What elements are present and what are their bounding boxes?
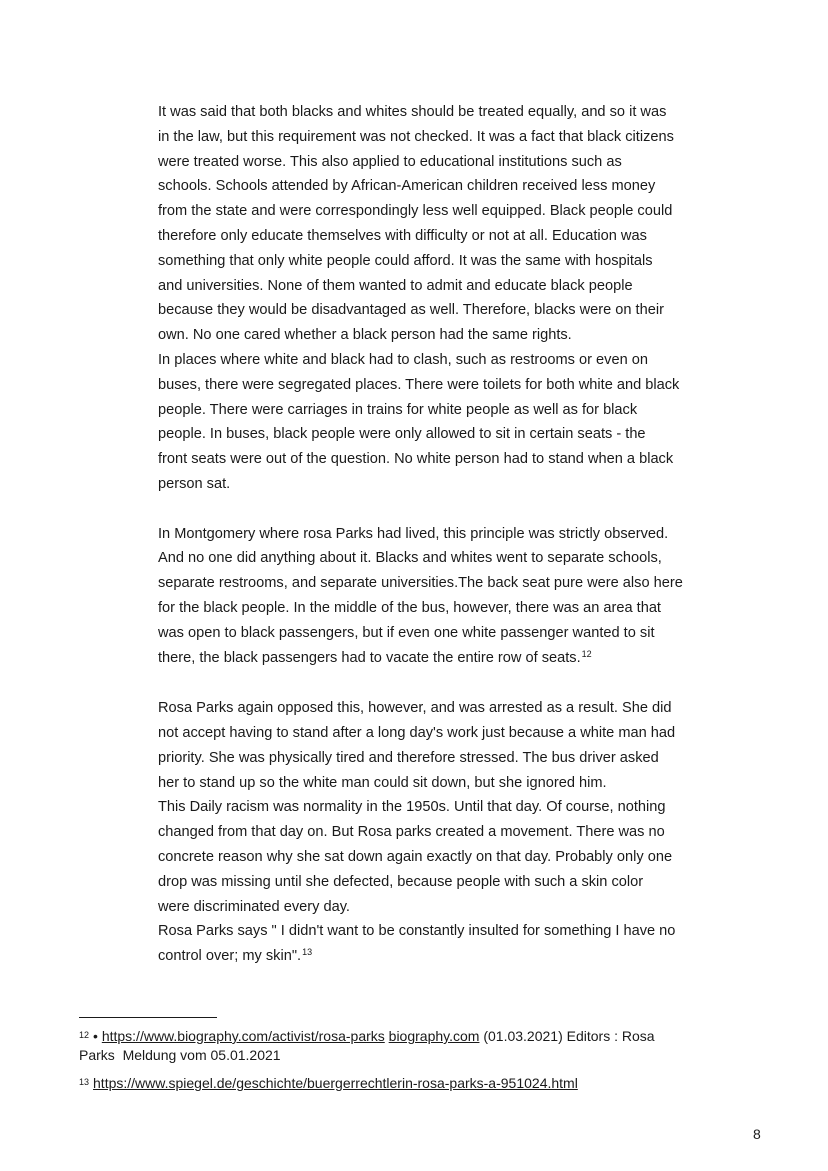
text-line: person sat. — [158, 475, 231, 492]
text-line: her to stand up so the white man could sit down, but she ignored him. — [158, 774, 607, 791]
text-line: priority. She was physically tired and therefore stressed. The bus driver asked — [158, 749, 659, 766]
text-line: in the law, but this requirement was not checked. It was a fact that black citizens — [158, 128, 674, 145]
text-line: front seats were out of the question. No white person had to stand when a black — [158, 451, 674, 468]
footnote-number: 12 — [79, 1030, 90, 1040]
text-line: people. There were carriages in trains for white people as well as for black — [158, 401, 638, 418]
text-line: from the state and were correspondingly less well equipped. Black people could — [158, 203, 673, 220]
text-line-content: there, the black passengers had to vacate the entire row of seats. — [158, 649, 581, 666]
text-line: In places where white and black had to clash, such as restrooms or even on — [158, 351, 648, 368]
text-line: drop was missing until she defected, because people with such a skin color — [158, 873, 644, 890]
footnote-link[interactable]: https://www.biography.com/activist/rosa-parks — [101, 1028, 385, 1044]
paragraph-gap — [158, 671, 738, 696]
page-number: 8 — [753, 1126, 761, 1142]
footnote-12 — [79, 1028, 759, 1064]
text-line: It was said that both blacks and whites should be treated equally, and so it was — [158, 104, 667, 120]
text-line: people. In buses, black people were only allowed to sit in certain seats - the — [158, 426, 646, 443]
text-line: buses, there were segregated places. There were toilets for both white and black — [158, 376, 680, 393]
footnote-number: 13 — [79, 1077, 90, 1087]
text-line: schools. Schools attended by African-American children received less money — [158, 178, 656, 195]
text-line — [158, 944, 738, 970]
text-line: Rosa Parks says " I didn't want to be constantly insulted for something I have no — [158, 923, 676, 940]
paragraph-gap — [158, 497, 738, 522]
footnote-separator — [79, 1017, 217, 1018]
footnote-ref-13[interactable]: 13 — [302, 947, 313, 958]
text-line: own. No one cared whether a black person had the same rights. — [158, 327, 572, 344]
text-line: This Daily racism was normality in the 1950s. Until that day. Of course, nothing — [158, 799, 666, 816]
text-line: and universities. None of them wanted to admit and educate black people — [158, 277, 633, 294]
text-line: changed from that day on. But Rosa parks created a movement. There was no — [158, 824, 665, 841]
text-line-content: control over; my skin". — [158, 948, 302, 965]
text-line: Rosa Parks again opposed this, however, and was arrested as a result. She did — [158, 700, 672, 717]
footnote-ref-12[interactable]: 12 — [581, 648, 592, 659]
text-line: for the black people. In the middle of the bus, however, there was an area that — [158, 599, 661, 616]
text-line — [158, 646, 738, 672]
footnote-text: (01.03.2021) Editors : Rosa — [483, 1028, 655, 1044]
footnote-link[interactable]: https://www.spiegel.de/geschichte/buergerrechtlerin-rosa-parks-a-951024.html — [93, 1075, 578, 1091]
text-line: were discriminated every day. — [158, 898, 350, 915]
text-line: because they would be disadvantaged as well. Therefore, blacks were on their — [158, 302, 664, 319]
text-line: was open to black passengers, but if even one white passenger wanted to sit — [158, 624, 655, 641]
footnote-link[interactable]: biography.com — [388, 1028, 480, 1044]
footnote-bullet: • — [93, 1028, 98, 1044]
text-line: And no one did anything about it. Blacks and whites went to separate schools, — [158, 550, 662, 567]
body-text — [158, 100, 738, 970]
text-line: not accept having to stand after a long day's work just because a white man had — [158, 724, 676, 741]
text-line: something that only white people could afford. It was the same with hospitals — [158, 252, 653, 269]
text-line: separate restrooms, and separate universities.The back seat pure were also here — [158, 575, 683, 592]
text-line: concrete reason why she sat down again exactly on that day. Probably only one — [158, 848, 673, 865]
footnote-13 — [79, 1075, 759, 1094]
footnote-text: Parks Meldung vom 05.01.2021 — [79, 1047, 281, 1063]
text-line: were treated worse. This also applied to educational institutions such as — [158, 153, 622, 170]
text-line: In Montgomery where rosa Parks had lived, this principle was strictly observed. — [158, 525, 669, 542]
text-line: therefore only educate themselves with difficulty or not at all. Education was — [158, 227, 647, 244]
footnote-line — [79, 1028, 759, 1047]
